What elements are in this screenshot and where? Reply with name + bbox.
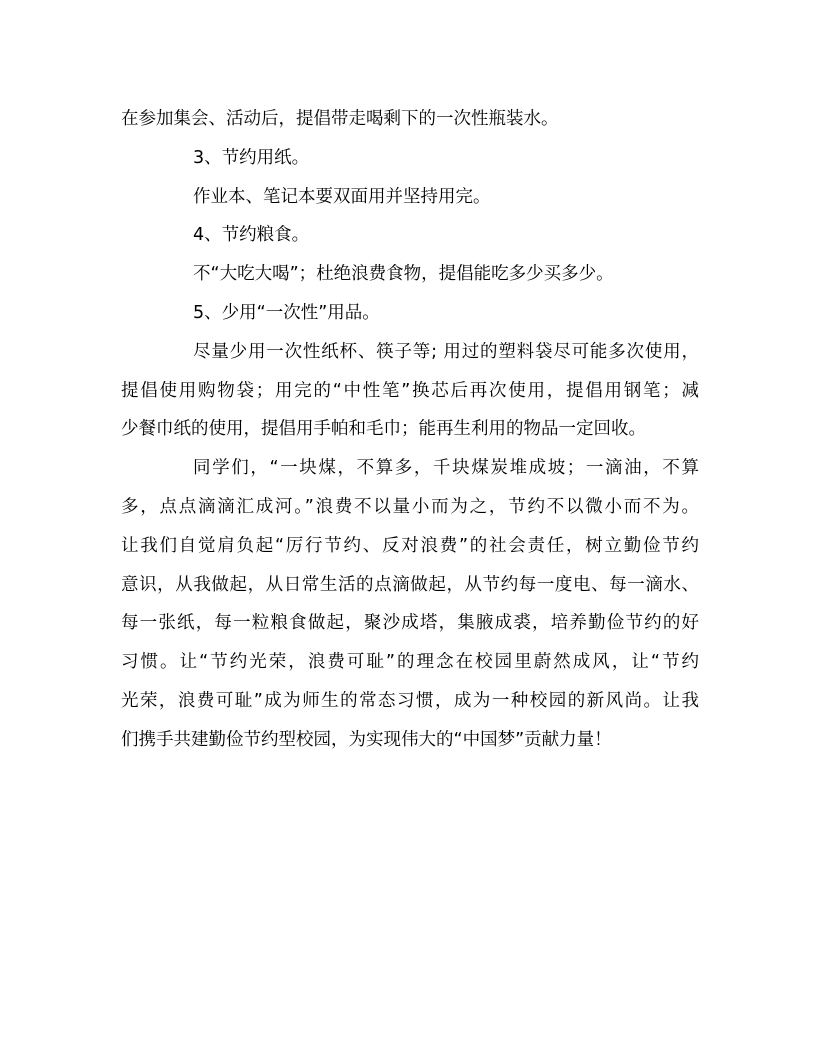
text-line: 同学们，“一块煤，不算多，千块煤炭堆成坡；一滴油，不算 (193, 458, 699, 479)
text-line: 让我们自觉肩负起“厉行节约、反对浪费”的社会责任，树立勤俭节约 (121, 535, 699, 556)
text-line: 们携手共建勤俭节约型校园，为实现伟大的“中国梦”贡献力量！ (121, 729, 612, 750)
text-line: 作业本、笔记本要双面用并坚持用完。 (193, 186, 491, 207)
text-line: 不“大吃大喝”；杜绝浪费食物，提倡能吃多少买多少。 (193, 264, 614, 285)
text-line: 少餐巾纸的使用，提倡用手帕和毛巾；能再生利用的物品一定回收。 (121, 419, 646, 440)
text-line: 提倡使用购物袋；用完的“中性笔”换芯后再次使用，提倡用钢笔；减 (121, 380, 699, 401)
text-line: 在参加集会、活动后，提倡带走喝剩下的一次性瓶装水。 (121, 109, 559, 129)
document-body (121, 100, 699, 760)
text-line: 习惯。让“节约光荣，浪费可耻”的理念在校园里蔚然成风，让“节约 (121, 652, 699, 673)
section-heading-paper: 3、节约用纸。 (193, 147, 310, 168)
text-line: 每一张纸，每一粒粮食做起，聚沙成塔，集腋成裘，培养勤俭节约的好 (121, 613, 699, 634)
section-heading-disposable: 5、少用“一次性”用品。 (193, 302, 380, 323)
text-line: 意识，从我做起，从日常生活的点滴做起，从节约每一度电、每一滴水、 (121, 574, 699, 595)
text-line: 光荣，浪费可耻”成为师生的常态习惯，成为一种校园的新风尚。让我 (121, 690, 699, 711)
section-heading-food: 4、节约粮食。 (193, 225, 310, 246)
text-line: 多，点点滴滴汇成河。”浪费不以量小而为之，节约不以微小而不为。 (121, 496, 699, 517)
text-line: 尽量少用一次性纸杯、筷子等; 用过的塑料袋尽可能多次使用， (193, 341, 699, 362)
